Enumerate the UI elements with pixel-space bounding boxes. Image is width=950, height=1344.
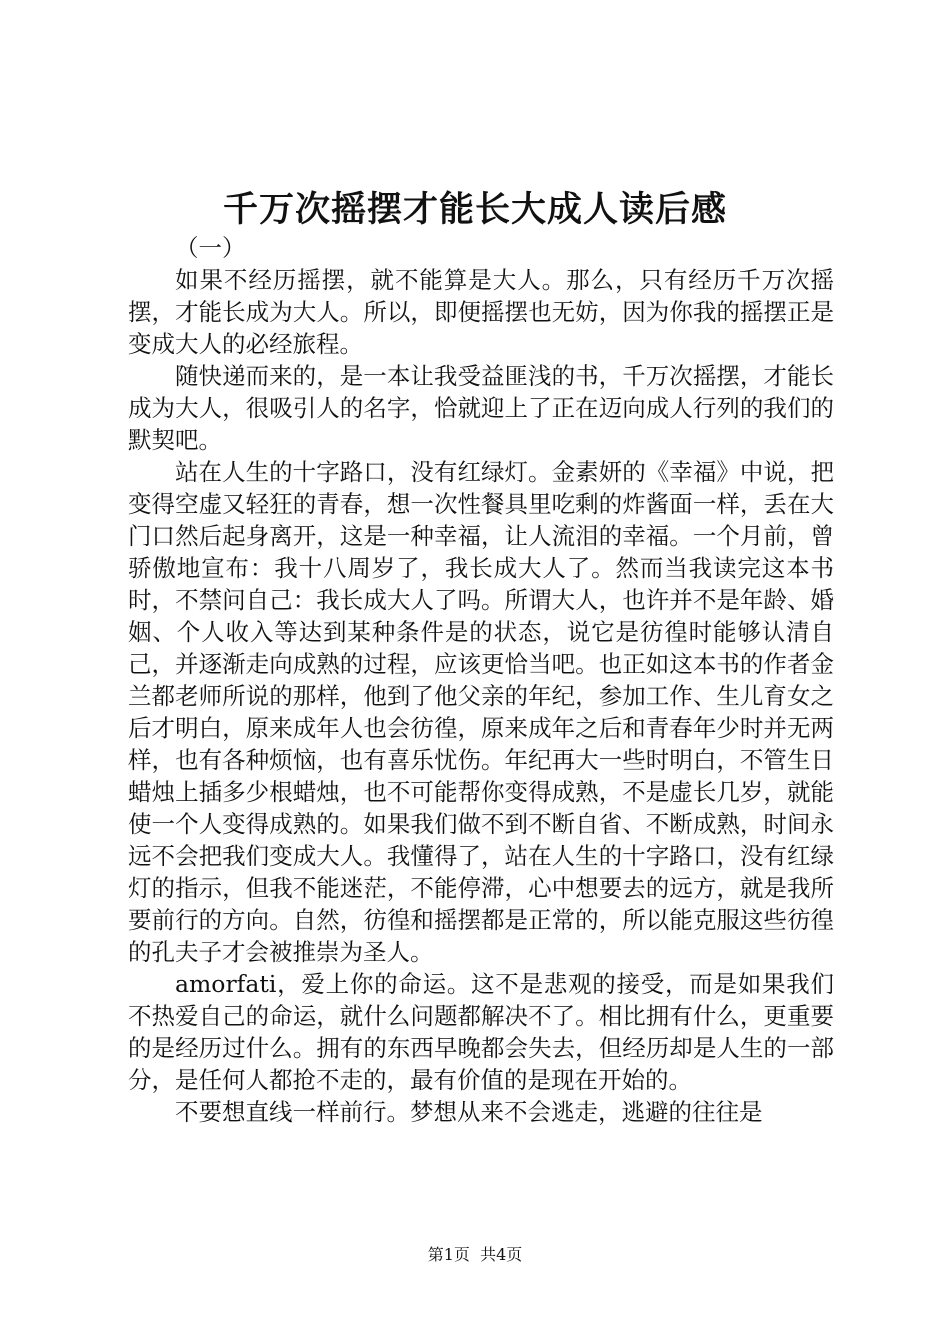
page-footer <box>0 1244 950 1266</box>
page-total: 共4页 <box>480 1245 523 1264</box>
document-title: 千万次摇摆才能长大成人读后感 <box>222 189 727 230</box>
paragraph-4: amorfati，爱上你的命运。这不是悲观的接受，而是如果我们不热爱自己的命运，就什么问题都解决不了。相比拥有什么，更重要的是经历过什么。拥有的东西早晚都会失去，但经历却是人生的一部分，是任何人都抢不走的，最有价值的是现在开始的。 <box>128 970 834 1094</box>
document-body <box>128 232 834 1128</box>
page-number: 第1页 <box>427 1245 470 1264</box>
paragraph-1: 如果不经历摇摆，就不能算是大人。那么，只有经历千万次摇摆，才能长成为大人。所以，即便摇摆也无妨，因为你我的摇摆正是变成大人的必经旅程。 <box>128 266 834 358</box>
paragraph-2: 随快递而来的，是一本让我受益匪浅的书，千万次摇摆，才能长成为大人，很吸引人的名字，恰就迎上了正在迈向成人行列的我们的默契吧。 <box>128 362 834 454</box>
paragraph-5: 不要想直线一样前行。梦想从来不会逃走，逃避的往往是 <box>175 1098 763 1126</box>
paragraph-section-marker: （一） <box>175 234 246 262</box>
paragraph-3: 站在人生的十字路口，没有红绿灯。金素妍的《幸福》中说，把变得空虚又轻狂的青春，想一次性餐具里吃剩的炸酱面一样，丢在大门口然后起身离开，这是一种幸福，让人流泪的幸福。一个月前，曾骄傲地宣布：我十八周岁了，我长成大人了。然而当我读完这本书时，不禁问自己：我长成大人了吗。所谓大人，也许并不是年龄、婚姻、个人收入等达到某种条件是的状态，说它是彷徨时能够认清自己，并逐渐走向成熟的过程，应该更恰当吧。也正如这本书的作者金兰都老师所说的那样，他到了他父亲的年纪，参加工作、生儿育女之后才明白，原来成年人也会彷徨，原来成年之后和青春年少时并无两样，也有各种烦恼，也有喜乐忧伤。年纪再大一些时明白，不管生日蜡烛上插多少根蜡烛，也不可能帮你变得成熟，不是虚长几岁，就能使一个人变得成熟的。如果我们做不到不断自省、不断成熟，时间永远不会把我们变成大人。我懂得了，站在人生的十字路口，没有红绿灯的指示，但我不能迷茫，不能停滞，心中想要去的远方，就是我所要前行的方向。自然，彷徨和摇摆都是正常的，所以能克服这些彷徨的孔夫子才会被推崇为圣人。 <box>128 458 834 966</box>
